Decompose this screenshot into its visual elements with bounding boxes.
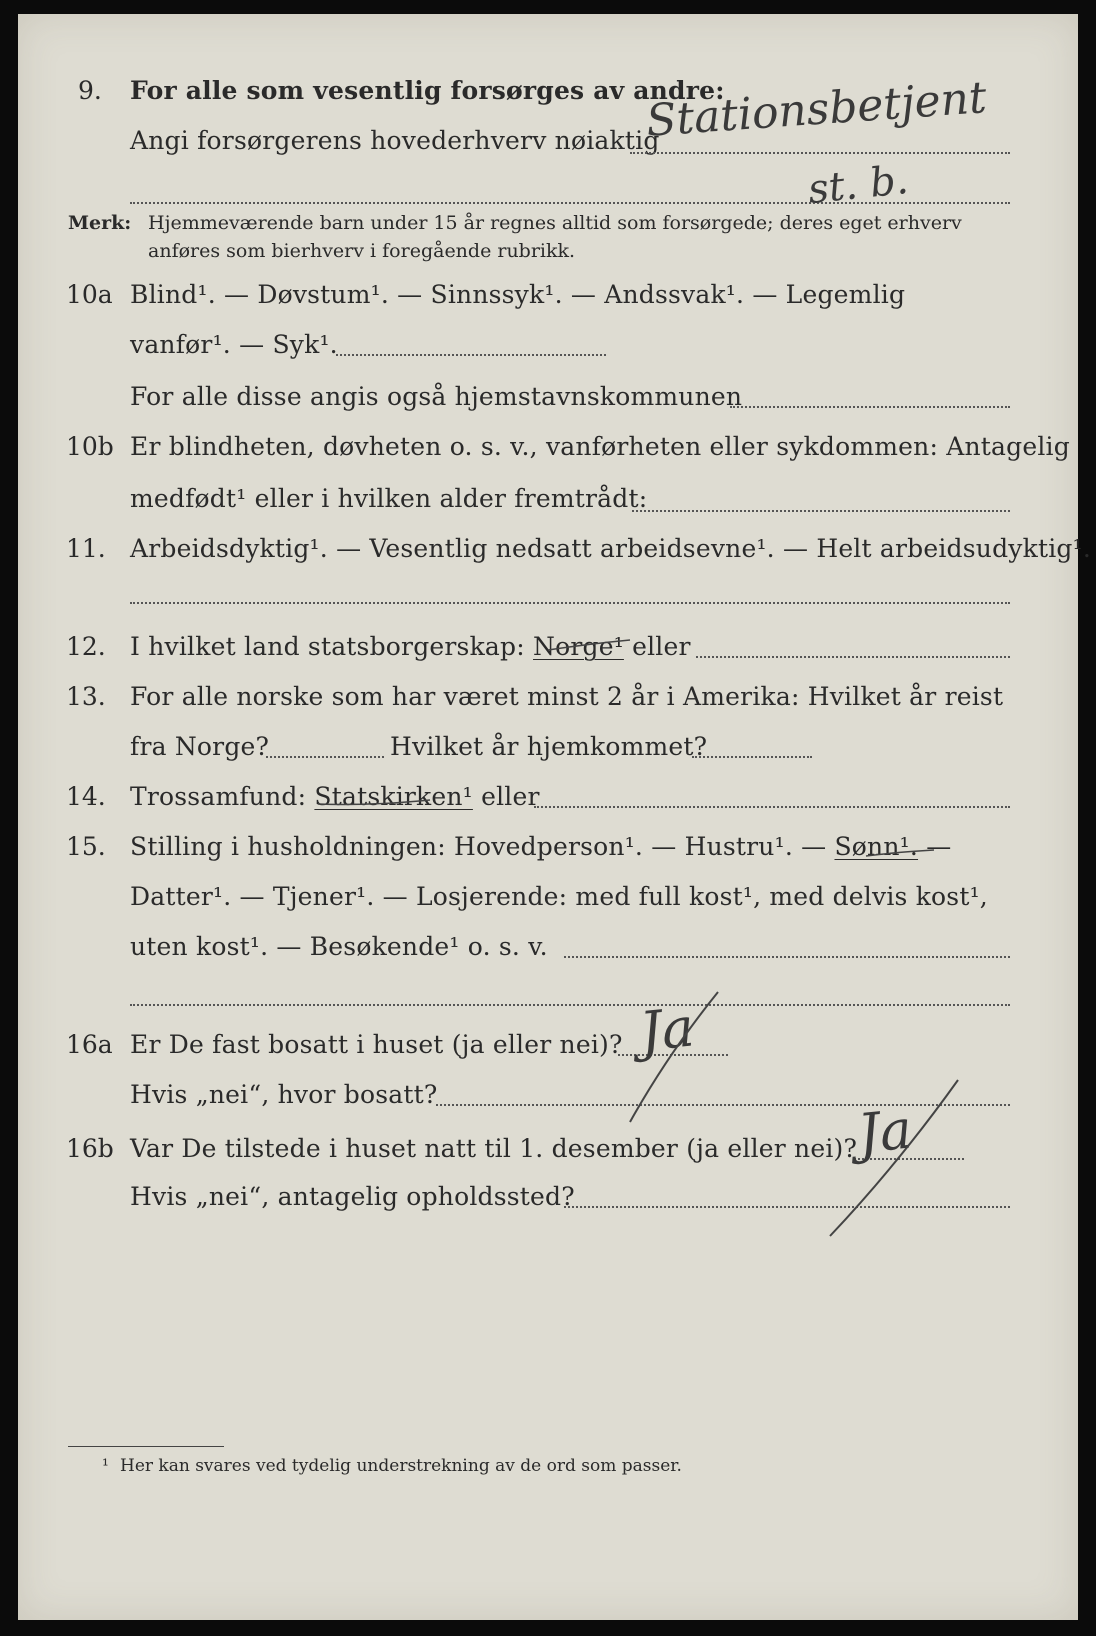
footnote-rule <box>68 1446 224 1447</box>
q10a-line3: For alle disse angis også hjemstavnskommunen <box>130 382 743 411</box>
q16b-line1: Var De tilstede i huset natt til 1. desember (ja eller nei)? <box>130 1134 858 1163</box>
merk-line1: Hjemmeværende barn under 15 år regnes alltid som forsørgede; deres eget erhverv <box>148 212 962 234</box>
q12-suffix: eller <box>632 632 691 661</box>
q16a-handwritten-answer: Ja <box>636 995 697 1064</box>
merk-line2: anføres som bierhverv i foregående rubrikk. <box>148 240 576 262</box>
q10b-line1: Er blindheten, døvheten o. s. v., vanførheten eller sykdommen: Antagelig <box>130 432 1070 461</box>
q15-line1-suffix: — <box>926 832 952 861</box>
q13-number: 13. <box>66 682 106 711</box>
q15-underline-stroke <box>866 850 934 856</box>
q9-line2: Angi forsørgerens hovederhverv nøiaktig <box>130 126 660 155</box>
q10a-line2: vanfør¹. — Syk¹. <box>130 330 338 359</box>
q12-underline-stroke <box>548 640 630 650</box>
q14-number: 14. <box>66 782 106 811</box>
q10b-number: 10b <box>66 432 114 461</box>
q16a-number: 16a <box>66 1030 113 1059</box>
q10b-line2: medfødt¹ eller i hvilken alder fremtrådt: <box>130 484 648 513</box>
q13-line1: For alle norske som har været minst 2 år i Amerika: Hvilket år reist <box>130 682 1004 711</box>
q15-underlined-answer: Sønn¹. <box>834 832 919 861</box>
q15-line3: uten kost¹. — Besøkende¹ o. s. v. <box>130 932 548 961</box>
q15-line1-prefix: Stilling i husholdningen: Hovedperson¹. — Hustru¹. — <box>130 832 827 861</box>
q16b-handwritten-answer: Ja <box>854 1097 915 1166</box>
q12-prefix: I hvilket land statsborgerskap: <box>130 632 525 661</box>
q16b-line2: Hvis „nei“, antagelig opholdssted? <box>130 1182 575 1211</box>
q9-number: 9. <box>78 76 102 105</box>
footnote-mark: ¹ <box>102 1456 109 1476</box>
q9-handwritten-answer-2: st. b. <box>805 156 911 214</box>
q12-number: 12. <box>66 632 106 661</box>
q11-line1: Arbeidsdyktig¹. — Vesentlig nedsatt arbeidsevne¹. — Helt arbeidsudyktig¹. <box>130 534 1091 563</box>
q14-underline-stroke <box>318 800 430 805</box>
q15-number: 15. <box>66 832 106 861</box>
q14-underlined-answer: Statskirken¹ <box>314 782 473 811</box>
q10a-number: 10a <box>66 280 113 309</box>
q16a-line2: Hvis „nei“, hvor bosatt? <box>130 1080 438 1109</box>
q14-prefix: Trossamfund: <box>130 782 307 811</box>
q9-line1: For alle som vesentlig forsørges av andre: <box>130 76 725 105</box>
q11-number: 11. <box>66 534 106 563</box>
census-form-page <box>18 14 1091 1620</box>
q12-underlined-answer: Norge¹ <box>533 632 624 661</box>
q14-suffix: eller <box>481 782 540 811</box>
q16b-stroke <box>830 1080 958 1236</box>
q9-handwritten-answer: Stationsbetjent <box>644 72 989 147</box>
q15-line2: Datter¹. — Tjener¹. — Losjerende: med full kost¹, med delvis kost¹, <box>130 882 988 911</box>
q16b-number: 16b <box>66 1134 114 1163</box>
footnote-text: Her kan svares ved tydelig understrekning av de ord som passer. <box>120 1456 682 1476</box>
q16a-stroke <box>630 992 718 1122</box>
q13-line2b: Hvilket år hjemkommet? <box>390 732 708 761</box>
merk-label: Merk: <box>68 212 132 234</box>
q13-line2a: fra Norge? <box>130 732 270 761</box>
q16a-line1: Er De fast bosatt i huset (ja eller nei)? <box>130 1030 623 1059</box>
handwriting-strokes <box>18 14 1078 1620</box>
q10a-line1: Blind¹. — Døvstum¹. — Sinnssyk¹. — Andssvak¹. — Legemlig <box>130 280 906 309</box>
